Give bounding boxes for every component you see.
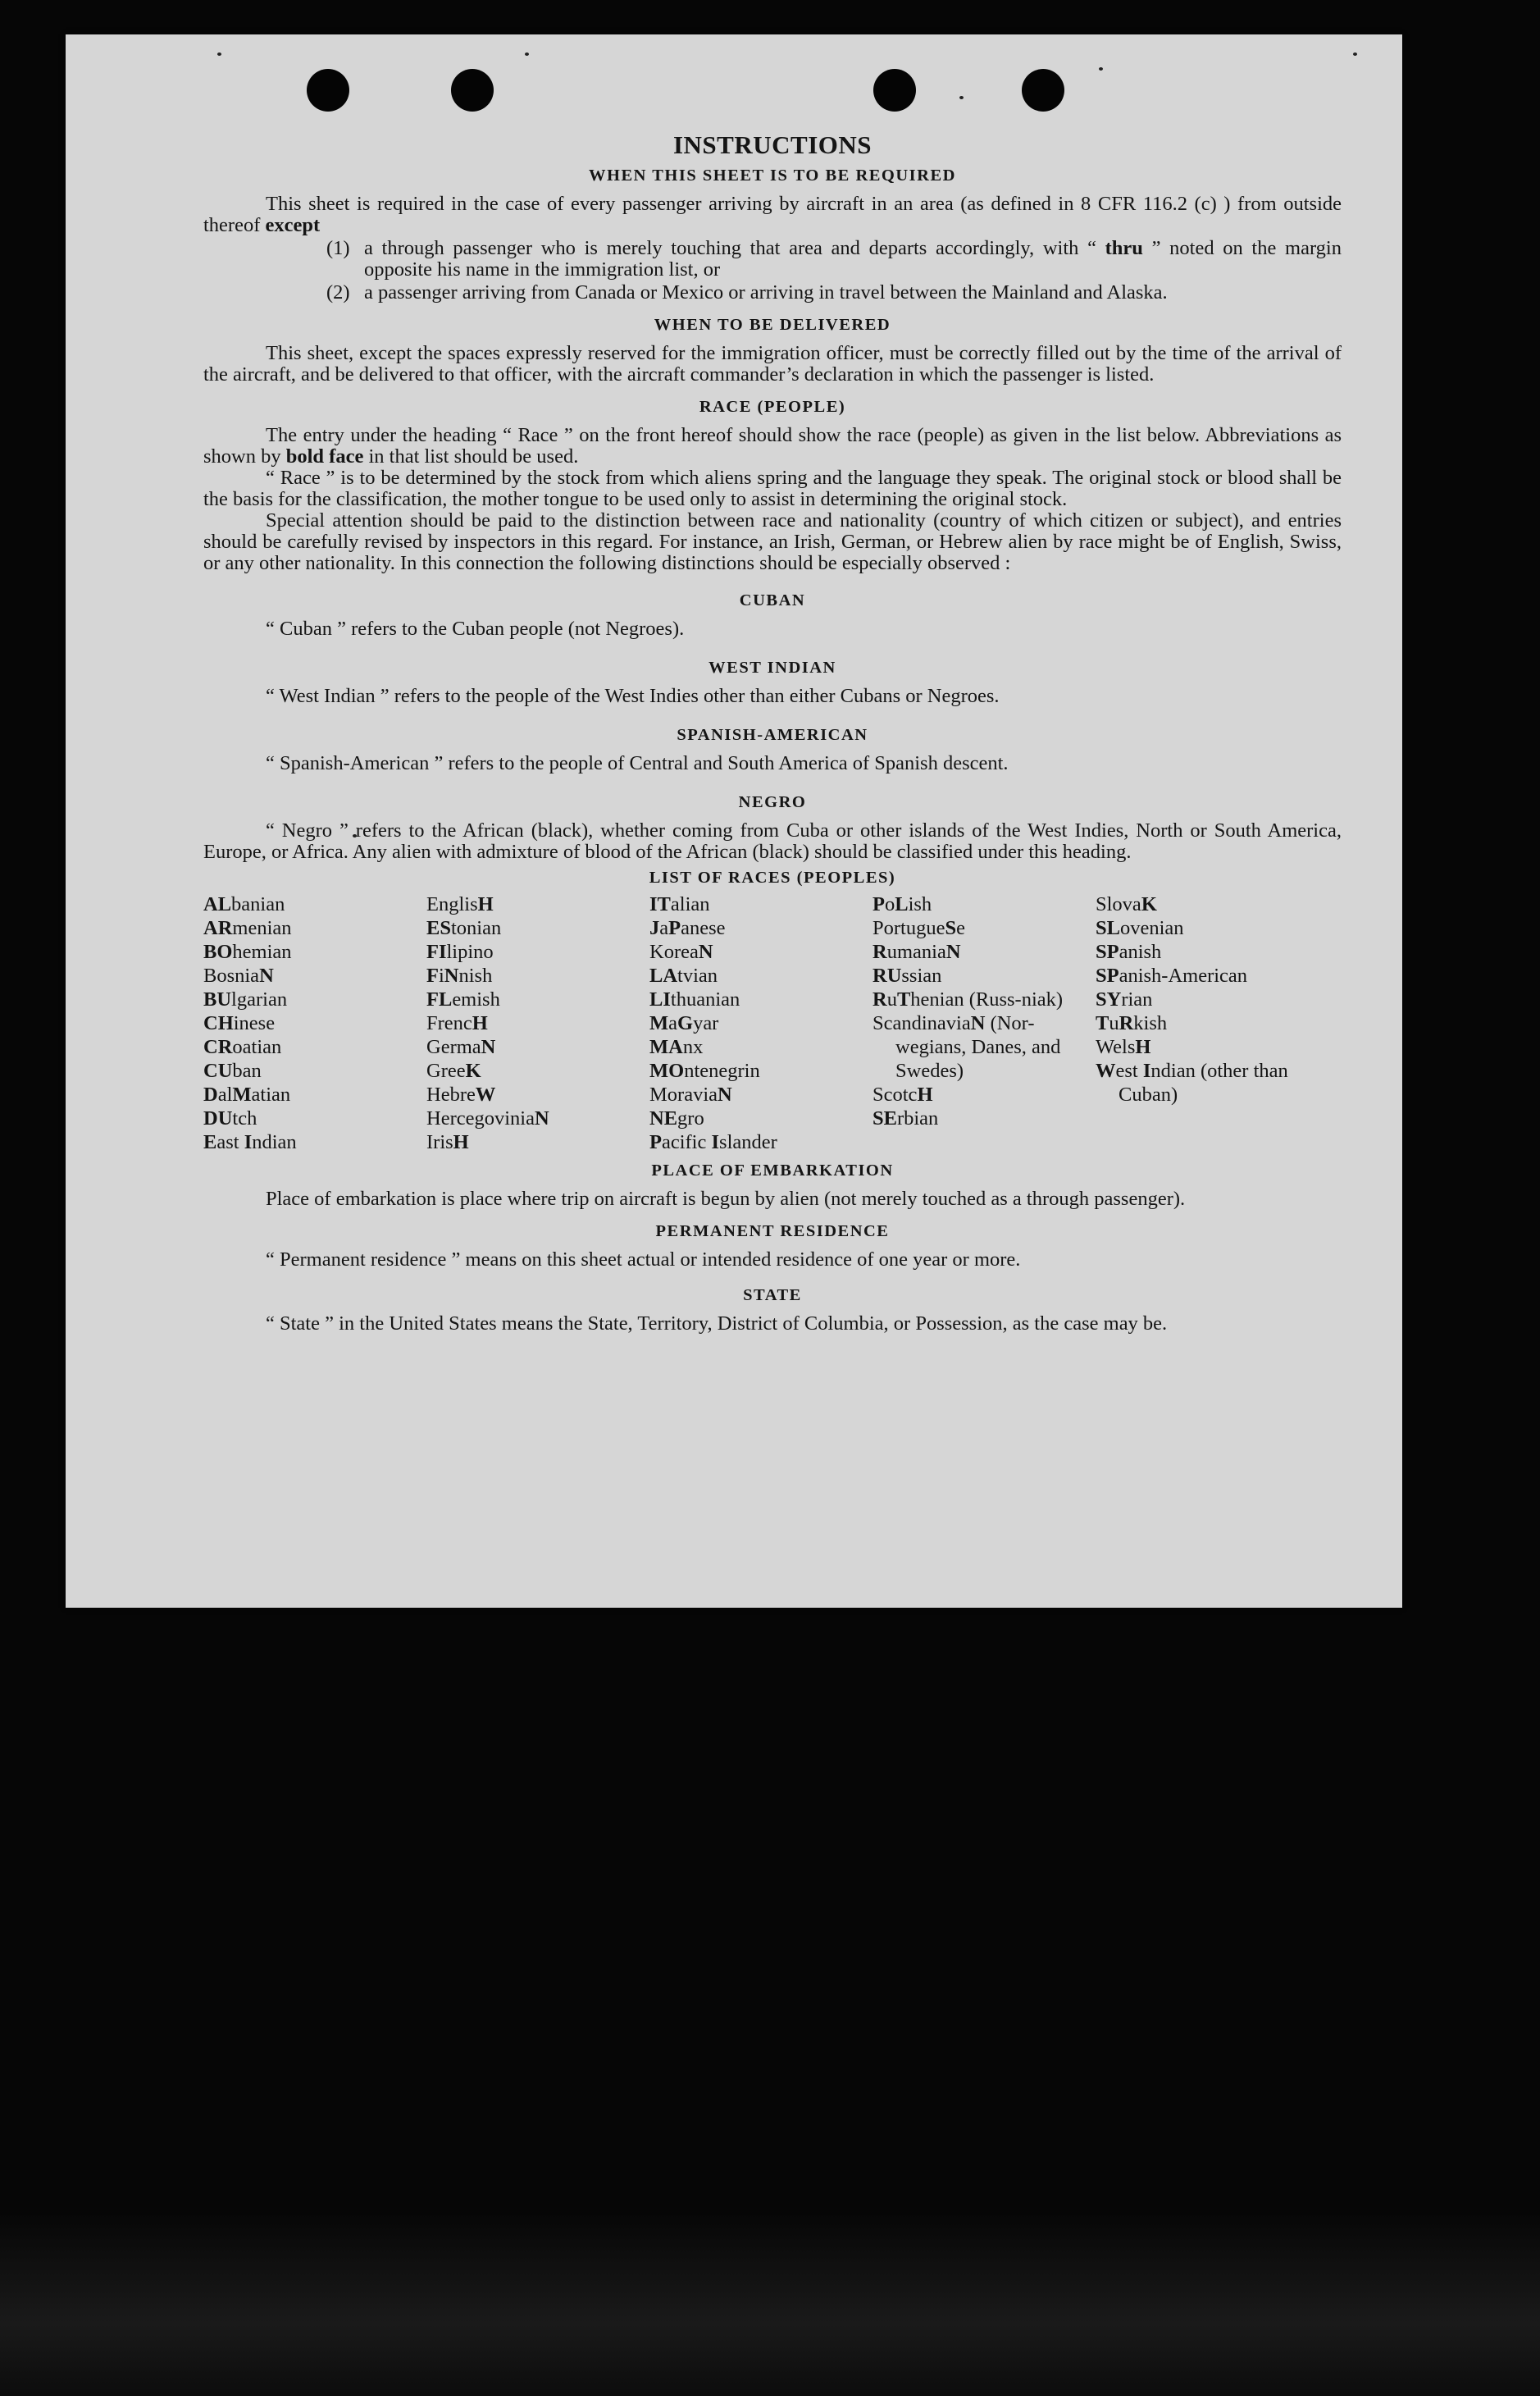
list-item bbox=[326, 238, 1342, 281]
race-abbreviation: AR bbox=[203, 917, 233, 939]
race-abbreviation: H bbox=[453, 1131, 469, 1153]
race-entry bbox=[873, 964, 1096, 988]
list-item-text: a passenger arriving from Canada or Mexico or arriving in travel between the Mainland and Alaska. bbox=[364, 281, 1168, 303]
race-column bbox=[426, 892, 649, 1154]
heading-when-delivered: WHEN TO BE DELIVERED bbox=[654, 316, 891, 334]
list-item-number: (1) bbox=[326, 237, 350, 259]
race-entry bbox=[1096, 1011, 1342, 1035]
race-entry bbox=[873, 892, 1096, 916]
scan-background-edge bbox=[0, 2215, 1540, 2396]
race-abbreviation: I bbox=[1142, 1060, 1151, 1082]
race-abbreviation: N bbox=[698, 941, 713, 963]
race-text: est bbox=[1115, 1060, 1143, 1082]
race-text: ban bbox=[232, 1060, 262, 1082]
race-abbreviation: N bbox=[718, 1084, 732, 1106]
race-text: ish bbox=[908, 893, 932, 915]
race-abbreviation: K bbox=[465, 1060, 481, 1082]
race-entry bbox=[649, 1083, 873, 1107]
race-abbreviation: SE bbox=[873, 1107, 897, 1130]
race-text: ndian bbox=[252, 1131, 297, 1153]
race-abbreviation: J bbox=[649, 917, 660, 939]
race-abbreviation: R bbox=[1119, 1012, 1134, 1034]
race-entry bbox=[649, 940, 873, 964]
race-abbreviation: RU bbox=[873, 965, 902, 987]
race-abbreviation: N bbox=[444, 965, 459, 987]
race-text: e bbox=[956, 917, 965, 939]
punch-hole bbox=[451, 69, 494, 112]
race-text: Gree bbox=[426, 1060, 466, 1082]
race-text: rbian bbox=[896, 1107, 939, 1130]
race-text: emish bbox=[452, 988, 500, 1011]
punch-hole bbox=[307, 69, 349, 112]
race-entry bbox=[426, 1035, 649, 1059]
list-item-number: (2) bbox=[326, 281, 350, 303]
required-intro-text: This sheet is required in the case of every passenger arriving by aircraft in an area (as defined in 8 CFR 116.2 (c) ) from outside thereof bbox=[203, 193, 1342, 236]
race-abbreviation: N bbox=[945, 941, 961, 963]
race-abbreviation: I bbox=[244, 1131, 253, 1153]
heading-race: RACE (PEOPLE) bbox=[699, 398, 846, 416]
race-abbreviation: P bbox=[649, 1131, 662, 1153]
scan-speck bbox=[217, 52, 221, 56]
race-abbreviation: L bbox=[895, 893, 909, 915]
race-text: ast bbox=[216, 1131, 244, 1153]
race-text: lgarian bbox=[231, 988, 288, 1011]
race-column bbox=[1096, 892, 1342, 1154]
race-paragraph-2: “ Race ” is to be determined by the stock from which aliens spring and the language they speak. The original stock or blood shall be the basis for the classification, the mother tongue to be used only to assist in determining the original stock. bbox=[203, 467, 1342, 510]
race-column bbox=[203, 892, 426, 1154]
race-abbreviation: ES bbox=[426, 917, 451, 939]
race-text: Wels bbox=[1096, 1036, 1136, 1058]
race-entry bbox=[203, 988, 426, 1011]
race-abbreviation: FI bbox=[426, 941, 447, 963]
race-entry bbox=[426, 964, 649, 988]
race-text: u bbox=[1109, 1012, 1119, 1034]
race-abbreviation: D bbox=[203, 1084, 218, 1106]
race-p1-text-end: in that list should be used. bbox=[368, 445, 579, 468]
race-text: ndian (other than Cuban) bbox=[1119, 1060, 1288, 1106]
race-entry bbox=[203, 1035, 426, 1059]
heading-permanent-residence: PERMANENT RESIDENCE bbox=[655, 1222, 890, 1240]
race-text: hemian bbox=[232, 941, 292, 963]
race-text: Scandinavia bbox=[873, 1012, 971, 1034]
race-text: al bbox=[217, 1084, 233, 1106]
race-p1-bold: bold face bbox=[285, 445, 364, 468]
race-text: Bosnia bbox=[203, 965, 260, 987]
race-entry bbox=[203, 1107, 426, 1130]
race-text: yar bbox=[693, 1012, 719, 1034]
race-entry bbox=[203, 940, 426, 964]
race-abbreviation: W bbox=[1096, 1060, 1116, 1082]
race-text: u bbox=[886, 988, 897, 1011]
list-item-bold: thru bbox=[1105, 237, 1143, 259]
list-item-text-start: a through passenger who is merely touching that area and departs accordingly, with “ bbox=[364, 237, 1096, 259]
race-entry bbox=[649, 988, 873, 1011]
race-entry bbox=[1096, 916, 1342, 940]
race-abbreviation: H bbox=[917, 1084, 933, 1106]
race-p1-text: The entry under the heading “ Race ” on the front hereof should show the race (people) as given in the list below. Abbreviations as shown by bbox=[203, 424, 1342, 468]
race-abbreviation: CU bbox=[203, 1060, 233, 1082]
race-entry bbox=[649, 964, 873, 988]
heading-list-of-races: LIST OF RACES (PEOPLES) bbox=[649, 869, 896, 887]
race-text: thuanian bbox=[670, 988, 740, 1011]
race-abbreviation: CR bbox=[203, 1036, 233, 1058]
race-abbreviation: P bbox=[668, 917, 681, 939]
race-abbreviation: SY bbox=[1096, 988, 1122, 1011]
race-text: rian bbox=[1121, 988, 1153, 1011]
race-abbreviation: F bbox=[426, 965, 439, 987]
race-text: Iris bbox=[426, 1131, 453, 1153]
race-text: Hebre bbox=[426, 1084, 476, 1106]
race-entry bbox=[1096, 940, 1342, 964]
race-text: anish bbox=[1119, 941, 1162, 963]
race-abbreviation: H bbox=[472, 1012, 488, 1034]
race-abbreviation: LI bbox=[649, 988, 671, 1011]
heading-cuban: CUBAN bbox=[739, 591, 806, 609]
race-text: Hercegovinia bbox=[426, 1107, 535, 1130]
race-abbreviation: M bbox=[649, 1012, 669, 1034]
race-text: Englis bbox=[426, 893, 478, 915]
race-entry bbox=[1096, 988, 1342, 1011]
race-entry bbox=[426, 916, 649, 940]
race-text: lipino bbox=[446, 941, 494, 963]
race-abbreviation: E bbox=[203, 1131, 217, 1153]
punch-hole bbox=[1022, 69, 1064, 112]
race-text: ovenian bbox=[1119, 917, 1184, 939]
race-entry bbox=[1096, 964, 1342, 988]
race-abbreviation: N bbox=[970, 1012, 986, 1034]
race-text: Frenc bbox=[426, 1012, 472, 1034]
race-abbreviation: I bbox=[711, 1131, 720, 1153]
race-entry bbox=[873, 988, 1096, 1011]
race-entry bbox=[873, 940, 1096, 964]
embarkation-text: Place of embarkation is place where trip on aircraft is begun by alien (not merely touched as a through passenger). bbox=[266, 1188, 1186, 1210]
race-text: a bbox=[668, 1012, 677, 1034]
race-entry bbox=[426, 1083, 649, 1107]
residence-text: “ Permanent residence ” means on this sheet actual or intended residence of one year or more. bbox=[266, 1248, 1021, 1271]
race-text: Slova bbox=[1096, 893, 1141, 915]
heading-state: STATE bbox=[743, 1286, 802, 1304]
heading-spanish-american: SPANISH-AMERICAN bbox=[677, 726, 868, 744]
races-list-table bbox=[203, 892, 1342, 1154]
race-text: banian bbox=[231, 893, 285, 915]
race-entry bbox=[426, 1011, 649, 1035]
negro-text: “ Negro ” refers to the African (black), whether coming from Cuba or other islands of the West Indies, North or South America, Europe, or Africa. Any alien with admixture of blood of the African (black) should be classified under this heading. bbox=[203, 819, 1342, 863]
race-entry bbox=[649, 1011, 873, 1035]
cuban-text: “ Cuban ” refers to the Cuban people (not Negroes). bbox=[266, 618, 685, 640]
state-text: “ State ” in the United States means the State, Territory, District of Columbia, or Possession, as the case may be. bbox=[266, 1312, 1168, 1335]
spanish-american-text: “ Spanish-American ” refers to the people of Central and South America of Spanish descent. bbox=[266, 752, 1009, 774]
race-entry bbox=[203, 1130, 426, 1154]
race-text: Korea bbox=[649, 941, 699, 963]
race-abbreviation: K bbox=[1141, 893, 1157, 915]
scan-speck bbox=[1353, 52, 1357, 56]
heading-negro: NEGRO bbox=[738, 793, 807, 811]
heading-when-required: WHEN THIS SHEET IS TO BE REQUIRED bbox=[589, 167, 956, 185]
document-page bbox=[66, 34, 1402, 1608]
race-text: tch bbox=[232, 1107, 257, 1130]
race-entry bbox=[1096, 1035, 1342, 1059]
race-abbreviation: M bbox=[232, 1084, 252, 1106]
race-abbreviation: P bbox=[873, 893, 885, 915]
race-entry bbox=[203, 892, 426, 916]
race-text: slander bbox=[719, 1131, 777, 1153]
scan-speck bbox=[959, 96, 964, 99]
race-entry bbox=[203, 1011, 426, 1035]
race-entry bbox=[1096, 892, 1342, 916]
race-abbreviation: MA bbox=[649, 1036, 683, 1058]
race-text: alian bbox=[670, 893, 710, 915]
race-abbreviation: H bbox=[1135, 1036, 1151, 1058]
delivered-text: This sheet, except the spaces expressly reserved for the immigration officer, must be correctly filled out by the time of the arrival of the aircraft, and be delivered to that officer, with the aircraft commander’s declaration in which the passenger is listed. bbox=[203, 342, 1342, 386]
required-intro bbox=[203, 194, 1342, 236]
race-text: nish bbox=[458, 965, 493, 987]
race-entry bbox=[203, 916, 426, 940]
race-text: ssian bbox=[901, 965, 942, 987]
race-text: Portugue bbox=[873, 917, 945, 939]
race-text: Scotc bbox=[873, 1084, 918, 1106]
race-entry bbox=[426, 940, 649, 964]
race-column bbox=[873, 892, 1096, 1154]
race-entry bbox=[649, 1035, 873, 1059]
race-abbreviation: N bbox=[481, 1036, 496, 1058]
race-paragraph-3: Special attention should be paid to the distinction between race and nationality (country of which citizen or subject), and entries should be carefully revised by inspectors in this regard. For instance, an Irish, German, or Hebrew alien by race might be of English, Swiss, or any other nationality. In this connection the following distinctions should be especially observed : bbox=[203, 509, 1342, 574]
race-text: henian (Russ-niak) bbox=[910, 988, 1064, 1011]
race-column bbox=[649, 892, 873, 1154]
race-text: a bbox=[659, 917, 669, 939]
race-text: menian bbox=[232, 917, 292, 939]
race-paragraph-1 bbox=[203, 425, 1342, 468]
race-entry bbox=[649, 892, 873, 916]
race-text: anese bbox=[681, 917, 726, 939]
race-abbreviation: N bbox=[534, 1107, 549, 1130]
race-entry bbox=[873, 1107, 1096, 1130]
scan-speck bbox=[1099, 67, 1103, 71]
list-item-text bbox=[364, 238, 1342, 281]
race-entry bbox=[649, 1130, 873, 1154]
race-text: gro bbox=[677, 1107, 704, 1130]
page-title: INSTRUCTIONS bbox=[672, 130, 872, 159]
race-text: inese bbox=[233, 1012, 276, 1034]
race-abbreviation: NE bbox=[649, 1107, 678, 1130]
race-entry bbox=[649, 1059, 873, 1083]
race-abbreviation: LA bbox=[649, 965, 678, 987]
heading-place-of-embarkation: PLACE OF EMBARKATION bbox=[651, 1161, 894, 1180]
race-abbreviation: SP bbox=[1096, 941, 1119, 963]
race-abbreviation: BO bbox=[203, 941, 233, 963]
race-abbreviation: BU bbox=[203, 988, 232, 1011]
list-item bbox=[326, 282, 1342, 303]
race-text: anish-American bbox=[1119, 965, 1248, 987]
race-abbreviation: MO bbox=[649, 1060, 685, 1082]
race-entry bbox=[203, 964, 426, 988]
race-abbreviation: G bbox=[677, 1012, 694, 1034]
race-abbreviation: SL bbox=[1096, 917, 1120, 939]
west-indian-text: “ West Indian ” refers to the people of the West Indies other than either Cubans or Negroes. bbox=[266, 685, 1000, 707]
race-abbreviation: W bbox=[475, 1084, 496, 1106]
race-entry bbox=[203, 1083, 426, 1107]
race-entry bbox=[426, 1059, 649, 1083]
race-text: oatian bbox=[232, 1036, 282, 1058]
punch-hole bbox=[873, 69, 916, 112]
race-abbreviation: T bbox=[896, 988, 911, 1011]
race-text: ntenegrin bbox=[684, 1060, 760, 1082]
race-abbreviation: N bbox=[259, 965, 274, 987]
race-text: acific bbox=[661, 1131, 712, 1153]
race-entry bbox=[649, 916, 873, 940]
race-entry bbox=[873, 1083, 1096, 1107]
race-text: (Nor-wegians, Danes, and Swedes) bbox=[895, 1012, 1061, 1082]
race-abbreviation: S bbox=[945, 917, 957, 939]
required-intro-except: except bbox=[265, 214, 321, 236]
race-entry bbox=[426, 1107, 649, 1130]
race-entry bbox=[426, 1130, 649, 1154]
race-abbreviation: DU bbox=[203, 1107, 233, 1130]
race-abbreviation: R bbox=[873, 941, 887, 963]
scan-speck bbox=[525, 52, 529, 56]
race-abbreviation: FL bbox=[426, 988, 453, 1011]
race-abbreviation: SP bbox=[1096, 965, 1119, 987]
race-text: umania bbox=[886, 941, 946, 963]
race-abbreviation: IT bbox=[649, 893, 671, 915]
heading-west-indian: WEST INDIAN bbox=[708, 659, 836, 677]
race-entry bbox=[649, 1107, 873, 1130]
list-item-text-end: ” noted on the margin opposite his name in the immigration list, or bbox=[364, 237, 1342, 281]
race-abbreviation: CH bbox=[203, 1012, 234, 1034]
race-text: Moravia bbox=[649, 1084, 718, 1106]
race-entry bbox=[873, 1011, 1096, 1083]
race-text: Germa bbox=[426, 1036, 481, 1058]
race-abbreviation: AL bbox=[203, 893, 232, 915]
instructions-body bbox=[203, 131, 1342, 1335]
race-text: tonian bbox=[450, 917, 502, 939]
race-entry bbox=[1096, 1059, 1342, 1107]
race-abbreviation: H bbox=[477, 893, 494, 915]
race-text: kish bbox=[1133, 1012, 1168, 1034]
race-text: i bbox=[438, 965, 444, 987]
race-abbreviation: T bbox=[1096, 1012, 1109, 1034]
race-text: nx bbox=[682, 1036, 704, 1058]
race-text: o bbox=[884, 893, 895, 915]
race-entry bbox=[873, 916, 1096, 940]
race-abbreviation: R bbox=[873, 988, 887, 1011]
race-entry bbox=[426, 892, 649, 916]
race-text: tvian bbox=[677, 965, 718, 987]
race-text: atian bbox=[251, 1084, 291, 1106]
race-entry bbox=[426, 988, 649, 1011]
race-entry bbox=[203, 1059, 426, 1083]
